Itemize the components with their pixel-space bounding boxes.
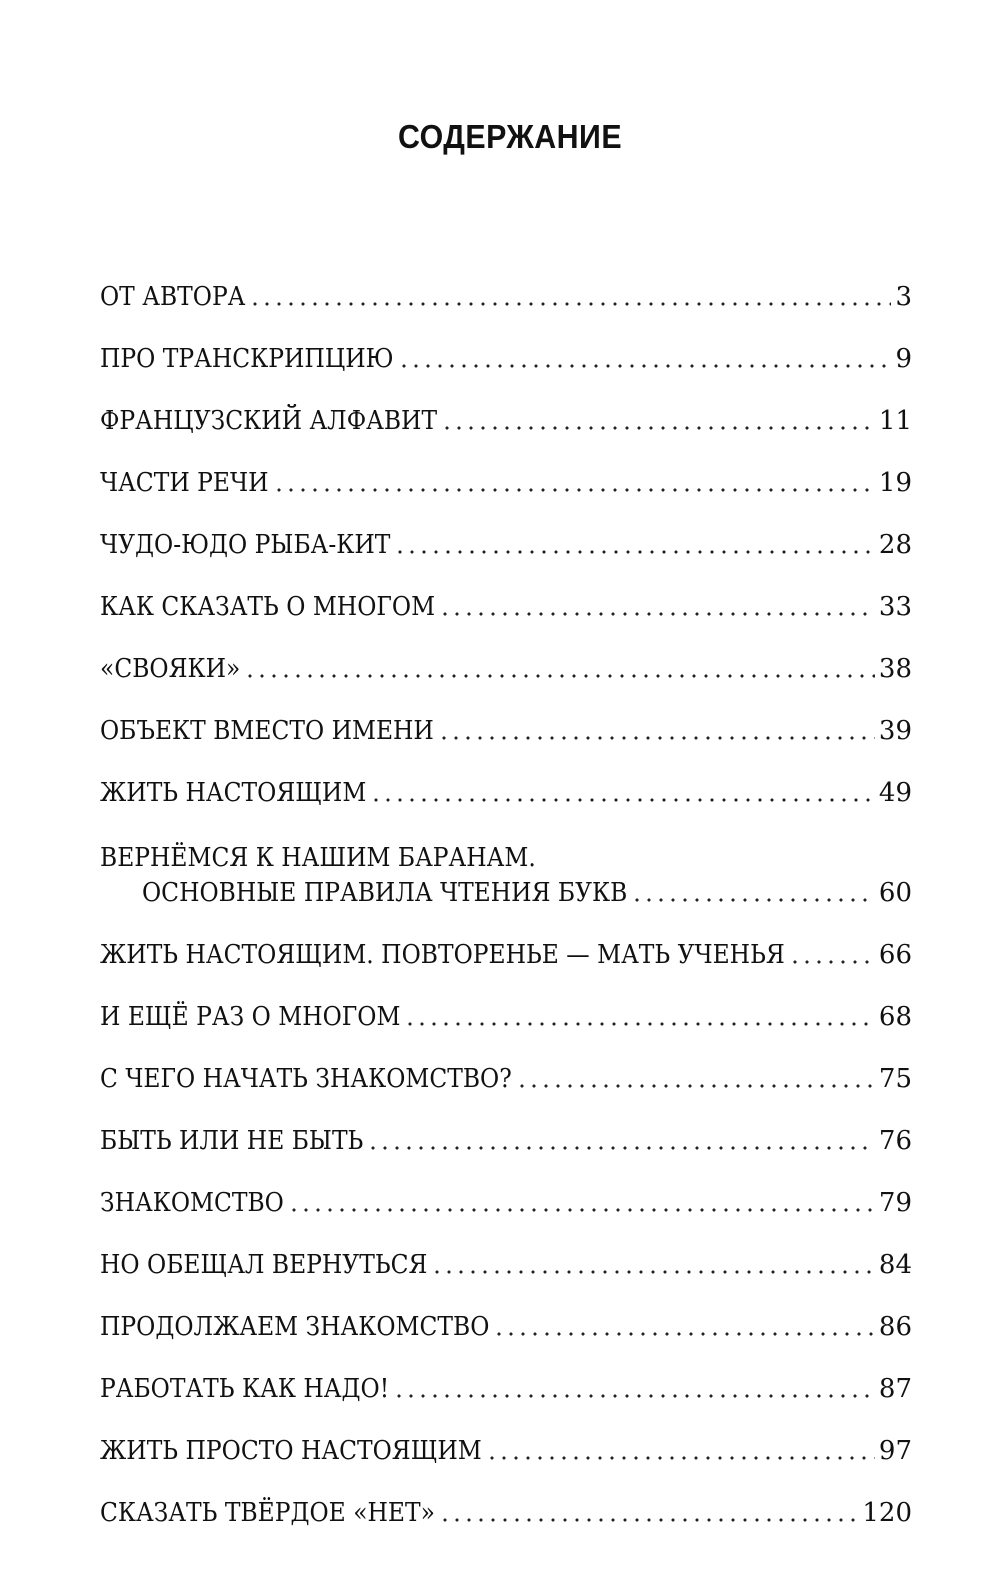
toc-entry-title: ЗНАКОМСТВО [100,1188,284,1218]
toc-page-number: 97 [878,1436,912,1466]
toc-entry [100,372,912,434]
toc-page-number: 49 [878,778,912,808]
dot-leader [244,656,875,682]
toc-entry [100,496,912,558]
dot-leader [486,1438,875,1464]
dot-leader [404,1004,874,1030]
toc-entry-title: РАБОТАТЬ КАК НАДО! [100,1374,390,1404]
toc-entry [100,806,912,906]
dot-leader [393,1376,875,1402]
toc-entry-title: ЖИТЬ ПРОСТО НАСТОЯЩИМ [100,1436,482,1466]
toc-entry-title: ЧАСТИ РЕЧИ [100,468,269,498]
toc-page-number: 87 [878,1374,912,1404]
toc-entry [100,1340,912,1402]
toc-page-number: 60 [878,878,912,908]
table-of-contents [100,248,912,1526]
toc-page-number: 120 [862,1498,912,1528]
dot-leader [249,284,891,310]
toc-page-number: 84 [878,1250,912,1280]
toc-entry-title: И ЕЩЁ РАЗ О МНОГОМ [100,1002,401,1032]
toc-page-number: 38 [878,654,912,684]
toc-page-number: 9 [895,344,912,374]
dot-leader [789,942,875,968]
toc-entry [100,1464,912,1526]
toc-entry [100,906,912,968]
toc-entry [100,558,912,620]
toc-entry-title: ПРОДОЛЖАЕМ ЗНАКОМСТВО [100,1312,490,1342]
toc-entry [100,310,912,372]
toc-page-number: 3 [895,282,912,312]
dot-leader [398,346,892,372]
toc-entry [100,434,912,496]
dot-leader [516,1066,875,1092]
dot-leader [493,1314,875,1340]
toc-entry [100,968,912,1030]
toc-entry [100,1278,912,1340]
toc-entry-title: ВЕРНЁМСЯ К НАШИМ БАРАНАМ. [100,843,536,873]
toc-entry-title: ЖИТЬ НАСТОЯЩИМ. ПОВТОРЕНЬЕ — МАТЬ УЧЕНЬЯ [100,940,785,970]
toc-entry-title: КАК СКАЗАТЬ О МНОГОМ [100,592,436,622]
toc-page-number: 11 [878,406,912,436]
toc-entry-title: ОТ АВТОРА [100,282,246,312]
dot-leader [394,532,875,558]
toc-entry-title: ЖИТЬ НАСТОЯЩИМ [100,778,367,808]
dot-leader [441,408,875,434]
toc-page-number: 75 [878,1064,912,1094]
dot-leader [631,880,875,906]
page-title: СОДЕРЖАНИЕ [397,118,623,155]
dot-leader [370,780,875,806]
dot-leader [439,1500,858,1526]
dot-leader [367,1128,875,1154]
toc-page-number: 19 [878,468,912,498]
toc-page-number: 66 [878,940,912,970]
toc-entry [100,1092,912,1154]
toc-entry [100,1154,912,1216]
toc-entry-subtitle: ОСНОВНЫЕ ПРАВИЛА ЧТЕНИЯ БУКВ [142,878,628,908]
dot-leader [288,1190,875,1216]
toc-page-number: 86 [878,1312,912,1342]
toc-entry [100,248,912,310]
dot-leader [431,1252,875,1278]
toc-page-number: 33 [878,592,912,622]
toc-entry-title: СКАЗАТЬ ТВЁРДОЕ «НЕТ» [100,1498,435,1528]
toc-page-number: 76 [878,1126,912,1156]
toc-entry-title: НО ОБЕЩАЛ ВЕРНУТЬСЯ [100,1250,428,1280]
toc-page-number: 79 [878,1188,912,1218]
toc-entry-title: ЧУДО-ЮДО РЫБА-КИТ [100,530,391,560]
dot-leader [438,718,875,744]
toc-entry [100,1402,912,1464]
toc-entry [100,1216,912,1278]
toc-entry-continuation [100,880,912,906]
toc-entry-title: «СВОЯКИ» [100,654,241,684]
toc-entry [100,620,912,682]
toc-page-number: 39 [878,716,912,746]
toc-entry-title: ФРАНЦУЗСКИЙ АЛФАВИТ [100,406,438,436]
toc-entry-title: БЫТЬ ИЛИ НЕ БЫТЬ [100,1126,364,1156]
toc-entry [100,744,912,806]
toc-entry-title: ОБЪЕКТ ВМЕСТО ИМЕНИ [100,716,434,746]
dot-leader [439,594,875,620]
toc-entry-title: С ЧЕГО НАЧАТЬ ЗНАКОМСТВО? [100,1064,512,1094]
toc-page-number: 68 [878,1002,912,1032]
toc-entry [100,682,912,744]
toc-page-number: 28 [878,530,912,560]
toc-entry-title: ПРО ТРАНСКРИПЦИЮ [100,344,394,374]
toc-entry [100,1030,912,1092]
dot-leader [273,470,875,496]
